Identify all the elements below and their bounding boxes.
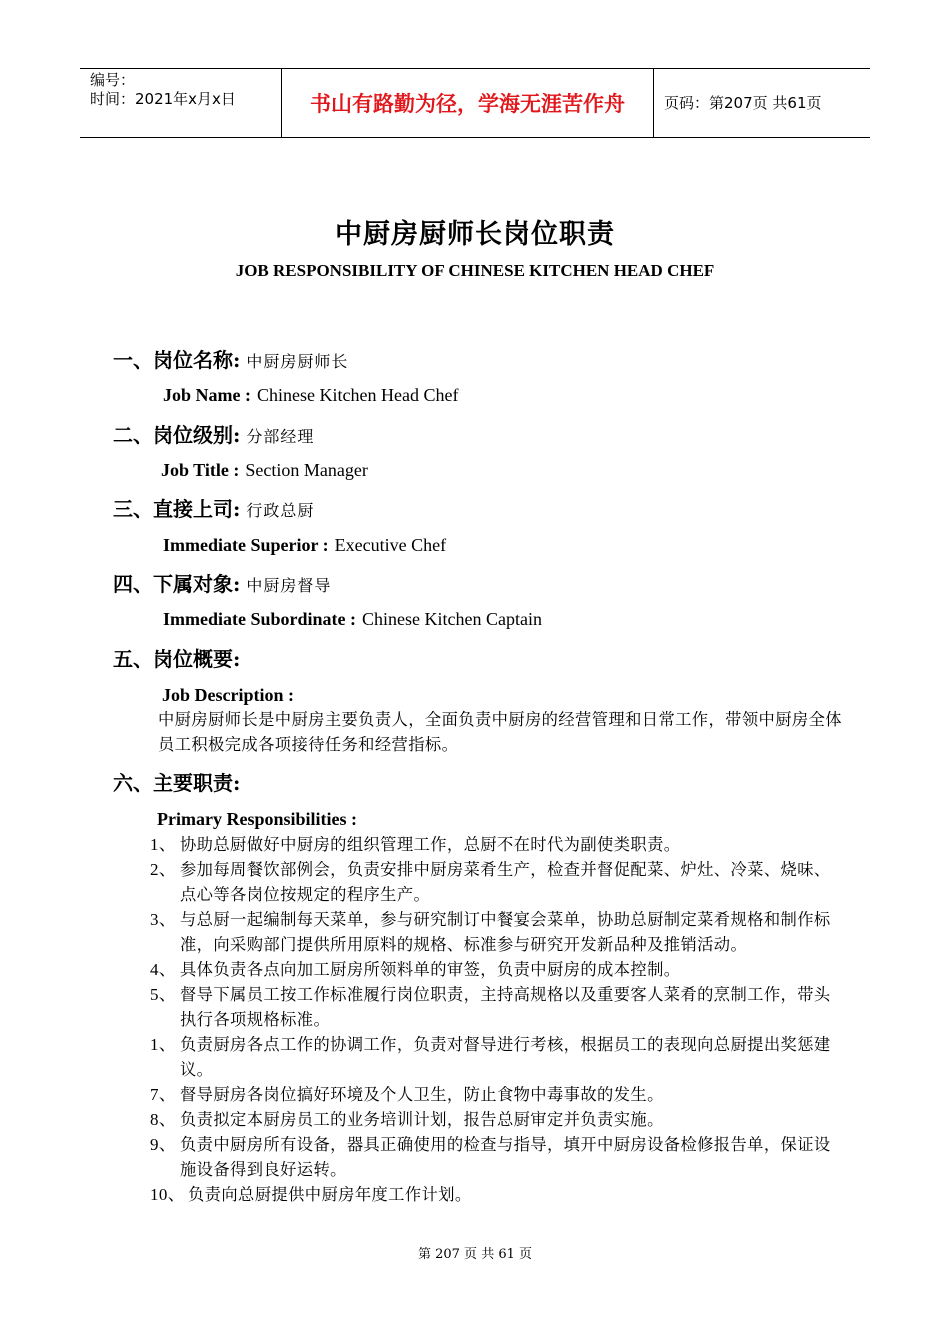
section-job-name — [113, 346, 348, 376]
section-job-title-en — [161, 458, 368, 482]
section-heading: 岗位概要 — [153, 647, 233, 671]
list-item — [150, 957, 842, 982]
list-item-number: 1、 — [150, 1035, 177, 1054]
list-item — [150, 857, 842, 907]
section-number: 五、 — [113, 647, 153, 671]
header-page-cell — [654, 69, 870, 137]
list-item-text: 负责厨房各点工作的协调工作，负责对督导进行考核，根据员工的表现向总厨提出奖惩建议。 — [180, 1035, 831, 1079]
section-heading: 岗位级别 — [153, 423, 233, 447]
list-item-text: 与总厨一起编制每天菜单，参与研究制订中餐宴会菜单，协助总厨制定菜肴规格和制作标准，向采购部门提供所用原料的规格、标准参与研究开发新品种及推销活动。 — [180, 910, 831, 954]
list-item-text: 具体负责各点向加工厨房所领料单的审签，负责中厨房的成本控制。 — [180, 960, 681, 979]
section-immediate-superior-en — [163, 533, 446, 557]
header-motto-cell — [282, 69, 654, 137]
list-item-text: 负责拟定本厨房员工的业务培训计划，报告总厨审定并负责实施。 — [180, 1110, 664, 1129]
en-value: Chinese Kitchen Head Chef — [257, 385, 459, 405]
document-date: 时间：2021年x月x日 — [90, 90, 236, 108]
section-value: 行政总厨 — [246, 501, 315, 520]
list-item — [150, 1107, 842, 1132]
document-number-label: 编号： — [90, 71, 136, 89]
header-motto: 书山有路勤为径，学海无涯苦作舟 — [310, 92, 625, 116]
en-label: Immediate Superior : — [163, 535, 329, 555]
section-job-title — [113, 421, 314, 451]
en-label: Job Description : — [162, 685, 294, 705]
list-item-number: 8、 — [150, 1110, 177, 1129]
section-colon: : — [233, 423, 241, 447]
section-colon: : — [233, 572, 241, 596]
list-item-text: 参加每周餐饮部例会，负责安排中厨房菜肴生产，检查并督促配菜、炉灶、冷菜、烧味、点心等各岗位按规定的程序生产。 — [180, 860, 831, 904]
list-item-number: 4、 — [150, 960, 177, 979]
document-subtitle: JOB RESPONSIBILITY OF CHINESE KITCHEN HEAD CHEF — [235, 261, 715, 280]
en-label: Primary Responsibilities : — [157, 809, 357, 829]
list-item-text: 督导厨房各岗位搞好环境及个人卫生，防止食物中毒事故的发生。 — [180, 1085, 664, 1104]
list-item-number: 9、 — [150, 1135, 177, 1154]
job-description-text: 中厨房厨师长是中厨房主要负责人，全面负责中厨房的经营管理和日常工作，带领中厨房全体员工积极完成各项接待任务和经营指标。 — [158, 710, 842, 754]
section-value: 分部经理 — [246, 427, 315, 446]
list-item — [150, 1032, 842, 1082]
section-number: 二、 — [113, 423, 153, 447]
en-label: Job Name : — [163, 385, 251, 405]
list-item-number: 2、 — [150, 860, 177, 879]
section-immediate-subordinate — [113, 570, 331, 600]
list-item-text: 负责中厨房所有设备，器具正确使用的检查与指导，填开中厨房设备检修报告单，保证设施设备得到良好运转。 — [180, 1135, 831, 1179]
en-value: Chinese Kitchen Captain — [362, 609, 542, 629]
document-title: 中厨房厨师长岗位职责 — [335, 219, 615, 250]
list-item-text: 负责向总厨提供中厨房年度工作计划。 — [188, 1185, 472, 1204]
header-page-number: 页码：第207页 共61页 — [664, 94, 822, 112]
list-item-number: 5、 — [150, 985, 177, 1004]
section-immediate-superior — [113, 495, 314, 525]
section-number: 一、 — [113, 348, 153, 372]
list-item — [150, 982, 842, 1032]
page-footer: 第 207 页 共 61 页 — [417, 1247, 533, 1262]
list-item-text: 督导下属员工按工作标准履行岗位职责，主持高规格以及重要客人菜肴的烹制工作，带头执行各项规格标准。 — [180, 985, 831, 1029]
header-meta-cell — [80, 69, 282, 137]
en-value: Executive Chef — [334, 535, 447, 555]
list-item — [150, 1182, 842, 1207]
section-heading: 主要职责 — [153, 771, 233, 795]
section-colon: : — [233, 497, 241, 521]
section-primary-responsibilities — [113, 769, 240, 799]
list-item — [150, 1082, 842, 1107]
list-item-number: 7、 — [150, 1085, 177, 1104]
en-label: Job Title : — [161, 460, 240, 480]
responsibilities-list — [150, 832, 842, 1207]
section-colon: : — [233, 348, 241, 372]
section-heading: 岗位名称 — [153, 348, 233, 372]
section-colon: : — [233, 647, 241, 671]
section-number: 四、 — [113, 572, 153, 596]
section-colon: : — [233, 771, 241, 795]
list-item-text: 协助总厨做好中厨房的组织管理工作，总厨不在时代为副使类职责。 — [180, 835, 681, 854]
section-heading: 下属对象 — [153, 572, 233, 596]
en-value: Section Manager — [245, 460, 368, 480]
section-value: 中厨房厨师长 — [246, 352, 349, 371]
section-heading: 直接上司 — [153, 497, 233, 521]
en-label: Immediate Subordinate : — [163, 609, 356, 629]
section-job-description-en — [162, 683, 294, 707]
list-item-number: 3、 — [150, 910, 177, 929]
section-primary-responsibilities-en — [157, 807, 357, 831]
list-item — [150, 907, 842, 957]
section-value: 中厨房督导 — [246, 576, 332, 595]
section-number: 六、 — [113, 771, 153, 795]
section-job-description — [113, 645, 240, 675]
section-job-name-en — [163, 383, 458, 407]
page-header — [80, 68, 870, 138]
section-number: 三、 — [113, 497, 153, 521]
list-item-number: 10、 — [150, 1185, 186, 1204]
list-item — [150, 1132, 842, 1182]
list-item-number: 1、 — [150, 835, 177, 854]
list-item — [150, 832, 842, 857]
section-immediate-subordinate-en — [163, 607, 542, 631]
